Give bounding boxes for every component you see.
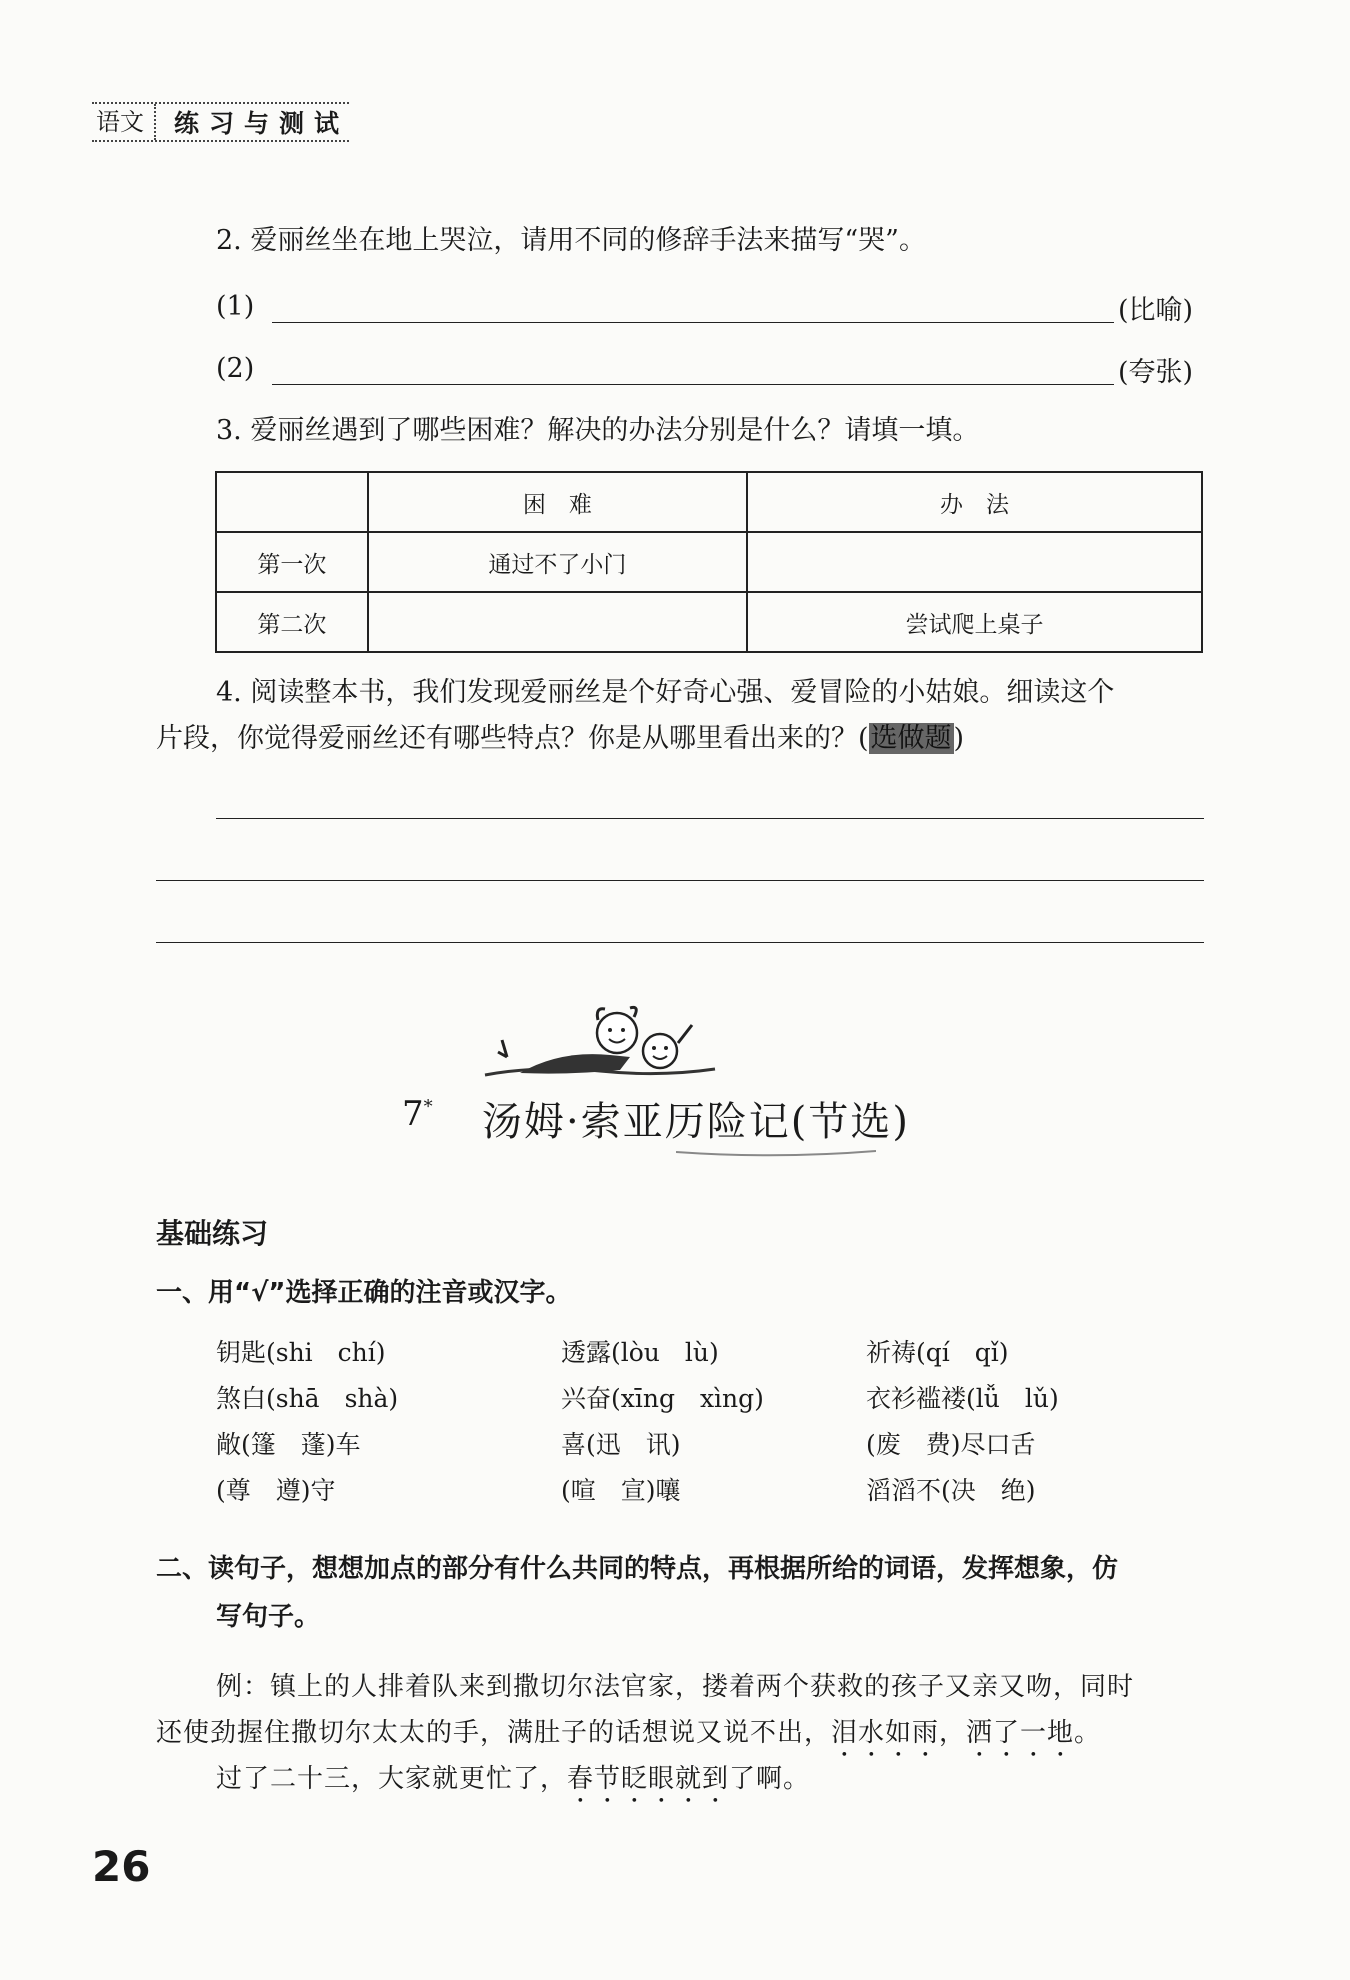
choice-item[interactable]: 喜(迅 讯) bbox=[561, 1430, 681, 1459]
table-answer-cell[interactable] bbox=[368, 592, 747, 652]
table-cell: 第二次 bbox=[216, 592, 368, 652]
sentence-end: 了啊。 bbox=[729, 1764, 811, 1794]
q2-item-1-label: (1) bbox=[216, 291, 255, 322]
title-underline-decoration bbox=[676, 1146, 876, 1160]
header-title: 练习与测试 bbox=[174, 109, 350, 138]
example-emphasis: 泪水如雨，洒了一地 bbox=[831, 1718, 1075, 1748]
lesson-title: 汤姆·索亚历险记(节选) bbox=[482, 1099, 910, 1145]
part-1-title: 一、用“√”选择正确的注音或汉字。 bbox=[156, 1278, 572, 1308]
table-header-cell bbox=[216, 472, 368, 532]
section-title: 基础练习 bbox=[156, 1217, 269, 1250]
choice-item[interactable]: (尊 遵)守 bbox=[216, 1476, 336, 1505]
lesson-mark: * bbox=[423, 1096, 433, 1118]
table-header-cell: 办 法 bbox=[747, 472, 1202, 532]
q4-answer-line-2[interactable] bbox=[156, 880, 1204, 881]
part-2-title-line-2: 写句子。 bbox=[216, 1602, 321, 1632]
pinyin-choice-grid bbox=[216, 1334, 1116, 1510]
sentence-emphasis: 春节眨眼就到 bbox=[567, 1764, 730, 1794]
q4-answer-line-3[interactable] bbox=[156, 942, 1204, 943]
question-4-close: ) bbox=[953, 723, 965, 754]
header-subject: 语文 bbox=[92, 104, 156, 140]
question-2: 2. 爱丽丝坐在地上哭泣，请用不同的修辞手法来描写“哭”。 bbox=[216, 225, 926, 256]
choice-item[interactable]: 敞(篷 蓬)车 bbox=[216, 1430, 361, 1459]
lesson-number-value: 7 bbox=[402, 1094, 424, 1134]
optional-tag: 选做题 bbox=[870, 723, 952, 754]
question-4-text: 片段，你觉得爱丽丝还有哪些特点？你是从哪里看出来的？( bbox=[156, 723, 869, 754]
choice-item[interactable]: 兴奋(xīng xìng) bbox=[561, 1384, 764, 1413]
q2-item-2-label: (2) bbox=[216, 353, 255, 384]
choice-item[interactable]: 滔滔不(决 绝) bbox=[866, 1476, 1036, 1505]
question-4-line-1: 4. 阅读整本书，我们发现爱丽丝是个好奇心强、爱冒险的小姑娘。细读这个 bbox=[216, 677, 1115, 708]
question-4-line-2 bbox=[156, 716, 964, 762]
sentence-text: 过了二十三，大家就更忙了， bbox=[216, 1764, 568, 1794]
page-header bbox=[92, 102, 349, 142]
practice-sentence bbox=[216, 1756, 810, 1809]
q2-item-2-suffix: (夸张) bbox=[1118, 357, 1194, 388]
q2-item-1-suffix: (比喻) bbox=[1118, 295, 1194, 326]
part-2-title-line-1: 二、读句子，想想加点的部分有什么共同的特点，再根据所给的词语，发挥想象，仿 bbox=[156, 1554, 1119, 1584]
table-cell: 通过不了小门 bbox=[368, 532, 747, 592]
table-header-row bbox=[216, 472, 1202, 532]
q4-answer-line-1[interactable] bbox=[216, 818, 1204, 819]
choice-item[interactable]: 祈祷(qí qǐ) bbox=[866, 1338, 1009, 1367]
table-cell: 尝试爬上桌子 bbox=[747, 592, 1202, 652]
question-3: 3. 爱丽丝遇到了哪些困难？解决的办法分别是什么？请填一填。 bbox=[216, 415, 980, 446]
difficulty-table bbox=[215, 471, 1203, 653]
page-number: 26 bbox=[92, 1842, 151, 1891]
choice-item[interactable]: (废 费)尽口舌 bbox=[866, 1430, 1036, 1459]
table-answer-cell[interactable] bbox=[747, 532, 1202, 592]
q2-item-2-answer-line[interactable] bbox=[272, 384, 1114, 385]
choice-item[interactable]: 钥匙(shi chí) bbox=[216, 1338, 386, 1367]
table-row bbox=[216, 592, 1202, 652]
example-end: 。 bbox=[1074, 1718, 1102, 1748]
table-row bbox=[216, 532, 1202, 592]
q2-item-1-answer-line[interactable] bbox=[272, 322, 1114, 323]
example-line-1: 例：镇上的人排着队来到撒切尔法官家，搂着两个获救的孩子又亲又吻，同时 bbox=[216, 1672, 1135, 1702]
kids-illustration bbox=[480, 995, 720, 1090]
table-header-cell: 困 难 bbox=[368, 472, 747, 532]
choice-item[interactable]: 透露(lòu lù) bbox=[561, 1338, 719, 1367]
choice-item[interactable]: (喧 宣)嚷 bbox=[561, 1476, 681, 1505]
lesson-number bbox=[402, 1094, 433, 1134]
example-text: 还使劲握住撒切尔太太的手，满肚子的话想说又说不出， bbox=[156, 1718, 832, 1748]
choice-item[interactable]: 煞白(shā shà) bbox=[216, 1384, 399, 1413]
table-cell: 第一次 bbox=[216, 532, 368, 592]
choice-item[interactable]: 衣衫褴褛(lǚ lǔ) bbox=[866, 1384, 1059, 1413]
